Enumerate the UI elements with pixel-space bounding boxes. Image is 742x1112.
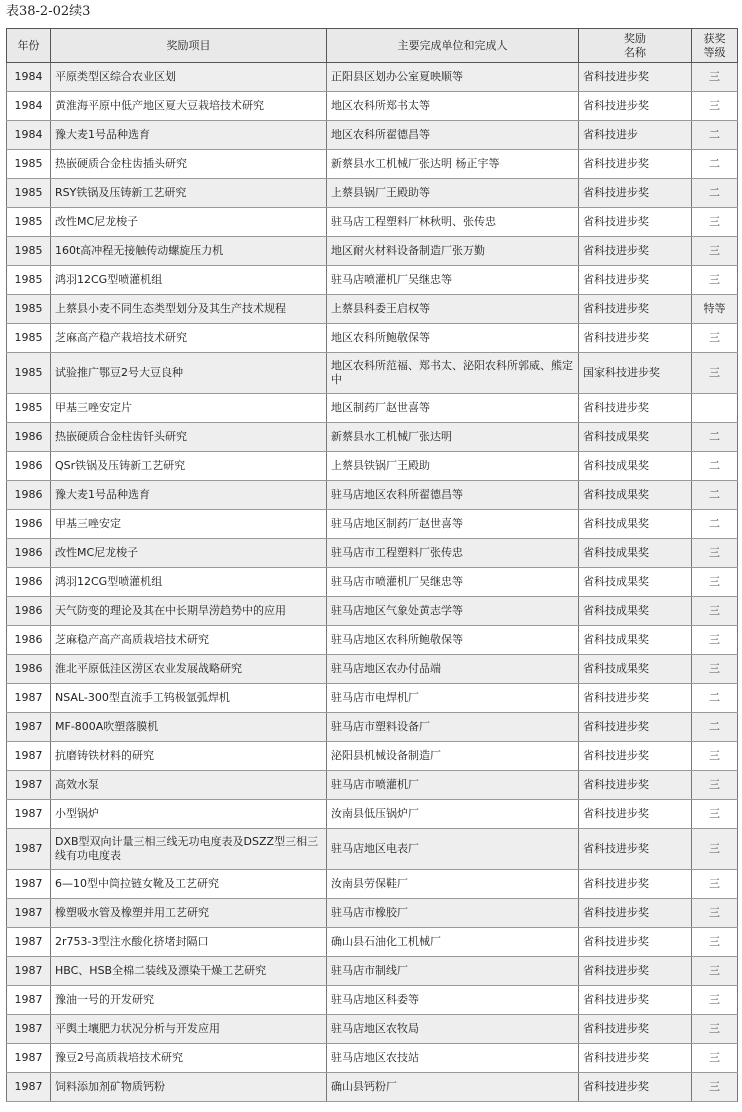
cell-level: 三 xyxy=(692,1015,738,1044)
cell-level: 二 xyxy=(692,121,738,150)
cell-project: 2r753-3型注水酸化挤堵封隔口 xyxy=(51,928,327,957)
cell-project: QSr铁锅及压铸新工艺研究 xyxy=(51,452,327,481)
cell-unit: 确山县钙粉厂 xyxy=(327,1073,579,1102)
cell-year: 1985 xyxy=(7,353,51,394)
table-row xyxy=(7,208,738,237)
cell-level: 二 xyxy=(692,684,738,713)
cell-year: 1987 xyxy=(7,1044,51,1073)
cell-award-name: 省科技成果奖 xyxy=(579,452,692,481)
cell-year: 1985 xyxy=(7,295,51,324)
cell-level: 三 xyxy=(692,597,738,626)
table-row xyxy=(7,800,738,829)
cell-year: 1984 xyxy=(7,92,51,121)
cell-unit: 驻马店工程塑料厂林秋明、张传忠 xyxy=(327,208,579,237)
table-row xyxy=(7,295,738,324)
cell-unit: 驻马店地区农技站 xyxy=(327,1044,579,1073)
table-row xyxy=(7,957,738,986)
cell-unit: 上蔡县锅厂王殿助等 xyxy=(327,179,579,208)
cell-year: 1987 xyxy=(7,957,51,986)
cell-level: 三 xyxy=(692,870,738,899)
cell-award-name: 省科技进步奖 xyxy=(579,150,692,179)
cell-year: 1987 xyxy=(7,1073,51,1102)
cell-level: 三 xyxy=(692,1044,738,1073)
cell-project: 甲基三唑安定 xyxy=(51,510,327,539)
header-year: 年份 xyxy=(7,29,51,63)
cell-level: 三 xyxy=(692,353,738,394)
cell-award-name: 省科技进步奖 xyxy=(579,928,692,957)
header-level xyxy=(692,29,738,63)
cell-project: DXB型双向计量三相三线无功电度表及DSZZ型三相三线有功电度表 xyxy=(51,829,327,870)
cell-level: 三 xyxy=(692,568,738,597)
table-row xyxy=(7,63,738,92)
cell-level: 三 xyxy=(692,986,738,1015)
table-row xyxy=(7,655,738,684)
cell-project: 热嵌硬质合金柱齿插头研究 xyxy=(51,150,327,179)
cell-award-name: 省科技成果奖 xyxy=(579,510,692,539)
cell-award-name: 省科技成果奖 xyxy=(579,626,692,655)
cell-year: 1987 xyxy=(7,713,51,742)
cell-project: 鸿羽12CG型喷灌机组 xyxy=(51,568,327,597)
table-row xyxy=(7,324,738,353)
cell-project: 改性MC尼龙梭子 xyxy=(51,208,327,237)
cell-level: 三 xyxy=(692,742,738,771)
table-row xyxy=(7,742,738,771)
cell-level: 三 xyxy=(692,957,738,986)
table-row xyxy=(7,179,738,208)
cell-level: 三 xyxy=(692,92,738,121)
cell-year: 1985 xyxy=(7,179,51,208)
cell-level: 三 xyxy=(692,1073,738,1102)
cell-project: 淮北平原低洼区涝区农业发展战略研究 xyxy=(51,655,327,684)
cell-award-name: 省科技进步奖 xyxy=(579,63,692,92)
cell-unit: 驻马店市电焊机厂 xyxy=(327,684,579,713)
cell-level: 二 xyxy=(692,423,738,452)
cell-project: MF-800A吹塑落膜机 xyxy=(51,713,327,742)
cell-year: 1987 xyxy=(7,1015,51,1044)
cell-project: 豫大麦1号品种选育 xyxy=(51,121,327,150)
cell-award-name: 省科技成果奖 xyxy=(579,481,692,510)
cell-year: 1984 xyxy=(7,121,51,150)
cell-award-name: 省科技进步奖 xyxy=(579,742,692,771)
cell-award-name: 省科技进步奖 xyxy=(579,1073,692,1102)
table-row xyxy=(7,870,738,899)
header-award-name-line1: 奖励 xyxy=(624,31,646,45)
cell-award-name: 省科技进步奖 xyxy=(579,1044,692,1073)
cell-award-name: 省科技进步奖 xyxy=(579,295,692,324)
cell-year: 1986 xyxy=(7,626,51,655)
cell-award-name: 省科技进步奖 xyxy=(579,800,692,829)
header-award-name-line2: 名称 xyxy=(624,45,646,59)
cell-year: 1987 xyxy=(7,928,51,957)
cell-level: 二 xyxy=(692,452,738,481)
cell-unit: 地区耐火材料设备制造厂张万勤 xyxy=(327,237,579,266)
cell-unit: 驻马店市橡胶厂 xyxy=(327,899,579,928)
table-row xyxy=(7,481,738,510)
cell-year: 1987 xyxy=(7,899,51,928)
cell-year: 1986 xyxy=(7,597,51,626)
cell-project: 小型锅炉 xyxy=(51,800,327,829)
cell-award-name: 省科技进步奖 xyxy=(579,957,692,986)
cell-project: 饲料添加剂矿物质钙粉 xyxy=(51,1073,327,1102)
table-row xyxy=(7,1015,738,1044)
cell-year: 1987 xyxy=(7,800,51,829)
header-unit: 主要完成单位和完成人 xyxy=(327,29,579,63)
table-row xyxy=(7,626,738,655)
table-row xyxy=(7,713,738,742)
cell-project: 上蔡县小麦不同生态类型划分及其生产技术规程 xyxy=(51,295,327,324)
cell-project: RSY铁锅及压铸新工艺研究 xyxy=(51,179,327,208)
table-row xyxy=(7,510,738,539)
cell-unit: 驻马店地区农科所鲍敬保等 xyxy=(327,626,579,655)
cell-award-name: 省科技进步奖 xyxy=(579,237,692,266)
cell-award-name: 省科技成果奖 xyxy=(579,655,692,684)
cell-year: 1986 xyxy=(7,655,51,684)
cell-project: 芝麻稳产高产高质栽培技术研究 xyxy=(51,626,327,655)
cell-award-name: 省科技进步奖 xyxy=(579,713,692,742)
table-row xyxy=(7,1073,738,1102)
cell-unit: 新蔡县水工机械厂张达明 杨正宇等 xyxy=(327,150,579,179)
cell-award-name: 省科技进步奖 xyxy=(579,1015,692,1044)
cell-year: 1985 xyxy=(7,150,51,179)
cell-award-name: 省科技进步奖 xyxy=(579,208,692,237)
header-level-line2: 等级 xyxy=(703,45,726,59)
table-body xyxy=(7,63,738,1102)
cell-unit: 地区农科所鲍敬保等 xyxy=(327,324,579,353)
cell-award-name: 省科技进步奖 xyxy=(579,684,692,713)
cell-level: 二 xyxy=(692,179,738,208)
cell-unit: 驻马店喷灌机厂吴继忠等 xyxy=(327,266,579,295)
cell-year: 1987 xyxy=(7,771,51,800)
cell-unit: 确山县石油化工机械厂 xyxy=(327,928,579,957)
cell-unit: 地区农科所范福、郑书太、泌阳农科所郭威、熊定中 xyxy=(327,353,579,394)
header-row xyxy=(7,29,738,63)
cell-unit: 地区制药厂赵世喜等 xyxy=(327,394,579,423)
cell-unit: 驻马店地区农牧局 xyxy=(327,1015,579,1044)
cell-level: 二 xyxy=(692,150,738,179)
header-award-name xyxy=(579,29,692,63)
cell-unit: 汝南县劳保鞋厂 xyxy=(327,870,579,899)
table-row xyxy=(7,899,738,928)
table-row xyxy=(7,597,738,626)
cell-unit: 汝南县低压锅炉厂 xyxy=(327,800,579,829)
cell-award-name: 省科技进步奖 xyxy=(579,829,692,870)
cell-project: 豫油一号的开发研究 xyxy=(51,986,327,1015)
table-row xyxy=(7,771,738,800)
cell-unit: 驻马店地区制药厂赵世喜等 xyxy=(327,510,579,539)
cell-year: 1985 xyxy=(7,324,51,353)
table-row xyxy=(7,266,738,295)
table-row xyxy=(7,452,738,481)
table-row xyxy=(7,150,738,179)
cell-unit: 驻马店地区科委等 xyxy=(327,986,579,1015)
cell-level: 三 xyxy=(692,655,738,684)
cell-level: 三 xyxy=(692,771,738,800)
cell-unit: 驻马店市工程塑料厂张传忠 xyxy=(327,539,579,568)
cell-year: 1986 xyxy=(7,423,51,452)
cell-level: 三 xyxy=(692,63,738,92)
cell-year: 1985 xyxy=(7,208,51,237)
cell-year: 1985 xyxy=(7,394,51,423)
table-row xyxy=(7,539,738,568)
cell-level: 三 xyxy=(692,539,738,568)
cell-unit: 地区农科所郑书太等 xyxy=(327,92,579,121)
cell-project: 芝麻高产稳产栽培技术研究 xyxy=(51,324,327,353)
table-row xyxy=(7,1044,738,1073)
cell-year: 1986 xyxy=(7,568,51,597)
cell-project: 天气防变的理论及其在中长期旱涝趋势中的应用 xyxy=(51,597,327,626)
cell-project: 鸿羽12CG型喷灌机组 xyxy=(51,266,327,295)
cell-award-name: 省科技进步奖 xyxy=(579,179,692,208)
table-row xyxy=(7,92,738,121)
table-row xyxy=(7,986,738,1015)
cell-year: 1986 xyxy=(7,452,51,481)
cell-unit: 上蔡县科委王启权等 xyxy=(327,295,579,324)
header-project: 奖励项目 xyxy=(51,29,327,63)
cell-year: 1987 xyxy=(7,829,51,870)
cell-project: 黄淮海平原中低产地区夏大豆栽培技术研究 xyxy=(51,92,327,121)
cell-award-name: 省科技进步奖 xyxy=(579,771,692,800)
cell-project: 平舆土壤肥力状况分析与开发应用 xyxy=(51,1015,327,1044)
cell-project: 橡塑吸水管及橡塑并用工艺研究 xyxy=(51,899,327,928)
cell-year: 1985 xyxy=(7,237,51,266)
cell-award-name: 省科技进步奖 xyxy=(579,92,692,121)
cell-year: 1987 xyxy=(7,742,51,771)
cell-project: 平原类型区综合农业区划 xyxy=(51,63,327,92)
cell-level: 三 xyxy=(692,266,738,295)
cell-level: 三 xyxy=(692,800,738,829)
table-row xyxy=(7,684,738,713)
cell-level: 三 xyxy=(692,208,738,237)
cell-award-name: 省科技进步奖 xyxy=(579,324,692,353)
cell-year: 1987 xyxy=(7,870,51,899)
cell-award-name: 省科技进步奖 xyxy=(579,986,692,1015)
cell-unit: 驻马店市喷灌机厂吴继忠等 xyxy=(327,568,579,597)
table-row xyxy=(7,928,738,957)
cell-unit: 驻马店地区农科所翟德昌等 xyxy=(327,481,579,510)
cell-level: 三 xyxy=(692,899,738,928)
cell-project: 6—10型中筒拉链女靴及工艺研究 xyxy=(51,870,327,899)
cell-year: 1986 xyxy=(7,481,51,510)
cell-level: 二 xyxy=(692,510,738,539)
cell-project: NSAL-300型直流手工钨极氩弧焊机 xyxy=(51,684,327,713)
cell-award-name: 省科技进步奖 xyxy=(579,899,692,928)
cell-project: 高效水泵 xyxy=(51,771,327,800)
cell-unit: 地区农科所翟德昌等 xyxy=(327,121,579,150)
cell-project: 豫大麦1号品种选育 xyxy=(51,481,327,510)
cell-award-name: 国家科技进步奖 xyxy=(579,353,692,394)
cell-unit: 驻马店地区农办付品端 xyxy=(327,655,579,684)
cell-level: 三 xyxy=(692,237,738,266)
cell-unit: 驻马店地区气象处黄志学等 xyxy=(327,597,579,626)
cell-project: HBC、HSB全棉二装线及漂染干燥工艺研究 xyxy=(51,957,327,986)
cell-unit: 泌阳县机械设备制造厂 xyxy=(327,742,579,771)
cell-project: 160t高冲程无接触传动螺旋压力机 xyxy=(51,237,327,266)
cell-level: 二 xyxy=(692,481,738,510)
cell-year: 1985 xyxy=(7,266,51,295)
cell-level xyxy=(692,394,738,423)
cell-unit: 驻马店市喷灌机厂 xyxy=(327,771,579,800)
cell-level: 三 xyxy=(692,324,738,353)
cell-award-name: 省科技进步 xyxy=(579,121,692,150)
cell-level: 二 xyxy=(692,713,738,742)
cell-award-name: 省科技进步奖 xyxy=(579,394,692,423)
table-caption: 表38-2-02续3 xyxy=(6,4,91,19)
cell-level: 三 xyxy=(692,829,738,870)
cell-award-name: 省科技成果奖 xyxy=(579,597,692,626)
cell-year: 1987 xyxy=(7,986,51,1015)
cell-project: 试验推广鄂豆2号大豆良种 xyxy=(51,353,327,394)
cell-unit: 上蔡县铁锅厂王殿助 xyxy=(327,452,579,481)
cell-unit: 驻马店市制线厂 xyxy=(327,957,579,986)
cell-award-name: 省科技成果奖 xyxy=(579,568,692,597)
table-row xyxy=(7,423,738,452)
cell-year: 1986 xyxy=(7,510,51,539)
cell-unit: 驻马店地区电表厂 xyxy=(327,829,579,870)
cell-unit: 正阳县区划办公室夏映顺等 xyxy=(327,63,579,92)
cell-project: 抗磨铸铁材料的研究 xyxy=(51,742,327,771)
cell-unit: 驻马店市塑料设备厂 xyxy=(327,713,579,742)
cell-year: 1987 xyxy=(7,684,51,713)
table-row xyxy=(7,568,738,597)
cell-level: 特等 xyxy=(692,295,738,324)
cell-project: 改性MC尼龙梭子 xyxy=(51,539,327,568)
cell-unit: 新蔡县水工机械厂张达明 xyxy=(327,423,579,452)
cell-award-name: 省科技进步奖 xyxy=(579,870,692,899)
header-level-line1: 获奖 xyxy=(703,31,726,45)
table-row xyxy=(7,353,738,394)
cell-level: 三 xyxy=(692,928,738,957)
cell-award-name: 省科技成果奖 xyxy=(579,423,692,452)
cell-project: 甲基三唑安定片 xyxy=(51,394,327,423)
table-row xyxy=(7,829,738,870)
cell-project: 热嵌硬质合金柱齿钎头研究 xyxy=(51,423,327,452)
awards-table xyxy=(6,28,738,1102)
table-row xyxy=(7,121,738,150)
table-row xyxy=(7,394,738,423)
cell-year: 1986 xyxy=(7,539,51,568)
cell-level: 三 xyxy=(692,626,738,655)
cell-year: 1984 xyxy=(7,63,51,92)
cell-award-name: 省科技进步奖 xyxy=(579,266,692,295)
table-row xyxy=(7,237,738,266)
cell-award-name: 省科技成果奖 xyxy=(579,539,692,568)
cell-project: 豫豆2号高质栽培技术研究 xyxy=(51,1044,327,1073)
